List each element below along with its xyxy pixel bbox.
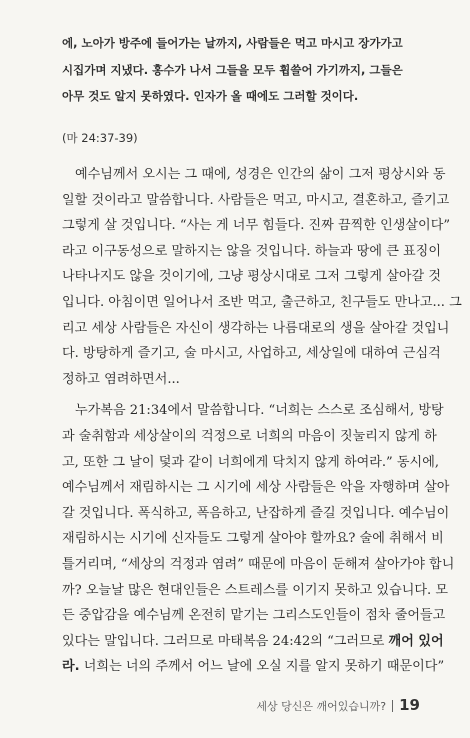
text-line: 다. 방탕하게 즐기고, 술 마시고, 사업하고, 세상일에 대하여 근심걱: [62, 346, 441, 362]
quote-reference: (마 24:37-39): [62, 131, 138, 145]
text-line: 고, 또한 그 날이 덫과 같이 너희에게 닥치지 않게 하여라.” 동시에,: [62, 454, 440, 470]
text-line: 과 술취함과 세상살이의 걱정으로 너희의 마음이 짓눌리지 않게 하: [62, 428, 437, 444]
text-line: 나타나지도 않을 것이기에, 그냥 평상시대로 그저 그렇게 살아갈 것: [62, 269, 441, 285]
footer-divider: [392, 700, 393, 712]
body-text: [62, 162, 462, 680]
quote-line: 에, 노아가 방주에 들어가는 날까지, 사람들은 먹고 마시고 장가가고: [62, 36, 403, 50]
text-line: 든 중압감을 예수님께 온전히 맡기는 그리스도인들이 점차 줄어들고: [62, 608, 446, 624]
text-line: 라고 이구동성으로 말하지는 않을 것입니다. 하늘과 땅에 큰 표징이: [62, 243, 441, 259]
page-footer: [256, 696, 420, 714]
text-line: [62, 629, 444, 655]
text-line: 갈 것입니다. 폭식하고, 폭음하고, 난잡하게 즐길 것입니다. 예수님이: [62, 505, 450, 521]
text-line: 예수님께서 오시는 그 때에, 성경은 인간의 삶이 그저 평상시와 동: [75, 167, 446, 182]
text-line: 리고 세상 사람들은 자신이 생각하는 나름대로의 생을 살아갈 것입니: [62, 320, 450, 336]
text-line: 입니다. 아침이면 일어나서 조반 먹고, 출근하고, 친구들도 만나고... 그: [62, 294, 462, 310]
quote-line: 아무 것도 알지 못하였다. 인자가 올 때에도 그러할 것이다.: [62, 89, 359, 103]
text-line: 일할 것이라고 말씀합니다. 사람들은 먹고, 마시고, 결혼하고, 즐기고: [62, 192, 450, 208]
text-segment: 있다는 말입니다. 그러므로 마태복음 24:42의 “그러므로: [62, 633, 389, 649]
text-segment: 너희는 너의 주께서 어느 날에 오실 지를 알지 못하기 때문이다”: [79, 659, 445, 675]
text-line: 그렇게 살 것입니다. “사는 게 너무 힘들다. 진짜 끔찍한 인생살이다”: [62, 218, 451, 234]
text-line: 재림하시는 시기에 신자들도 그렇게 살아야 할까요? 술에 취해서 비: [62, 531, 444, 547]
text-line: 누가복음 21:34에서 말씀합니다. “너희는 스스로 조심해서, 방탕: [75, 403, 444, 419]
text-line: 틀거리며, “세상의 걱정과 염려” 때문에 마음이 둔해져 살아가야 합니: [62, 556, 455, 572]
running-title: 세상 당신은 깨어있습니까?: [256, 700, 387, 713]
quote-line: 시집가며 지냈다. 홍수가 나서 그들을 모두 휩쓸어 가기까지, 그들은: [62, 62, 403, 77]
text-line: [62, 654, 445, 680]
page-number: 19: [399, 696, 420, 714]
emphasized-text: 깨어 있어: [388, 633, 444, 649]
scripture-quote: [62, 30, 417, 110]
text-line: 예수님께서 재림하시는 그 시기에 세상 사람들은 악을 자행하며 살아: [62, 480, 450, 496]
text-line: 까? 오늘날 많은 현대인들은 스트레스를 이기지 못하고 있습니다. 모: [62, 582, 448, 598]
text-line: 정하고 염려하면서...: [62, 371, 180, 387]
emphasized-text: 라.: [62, 659, 80, 675]
